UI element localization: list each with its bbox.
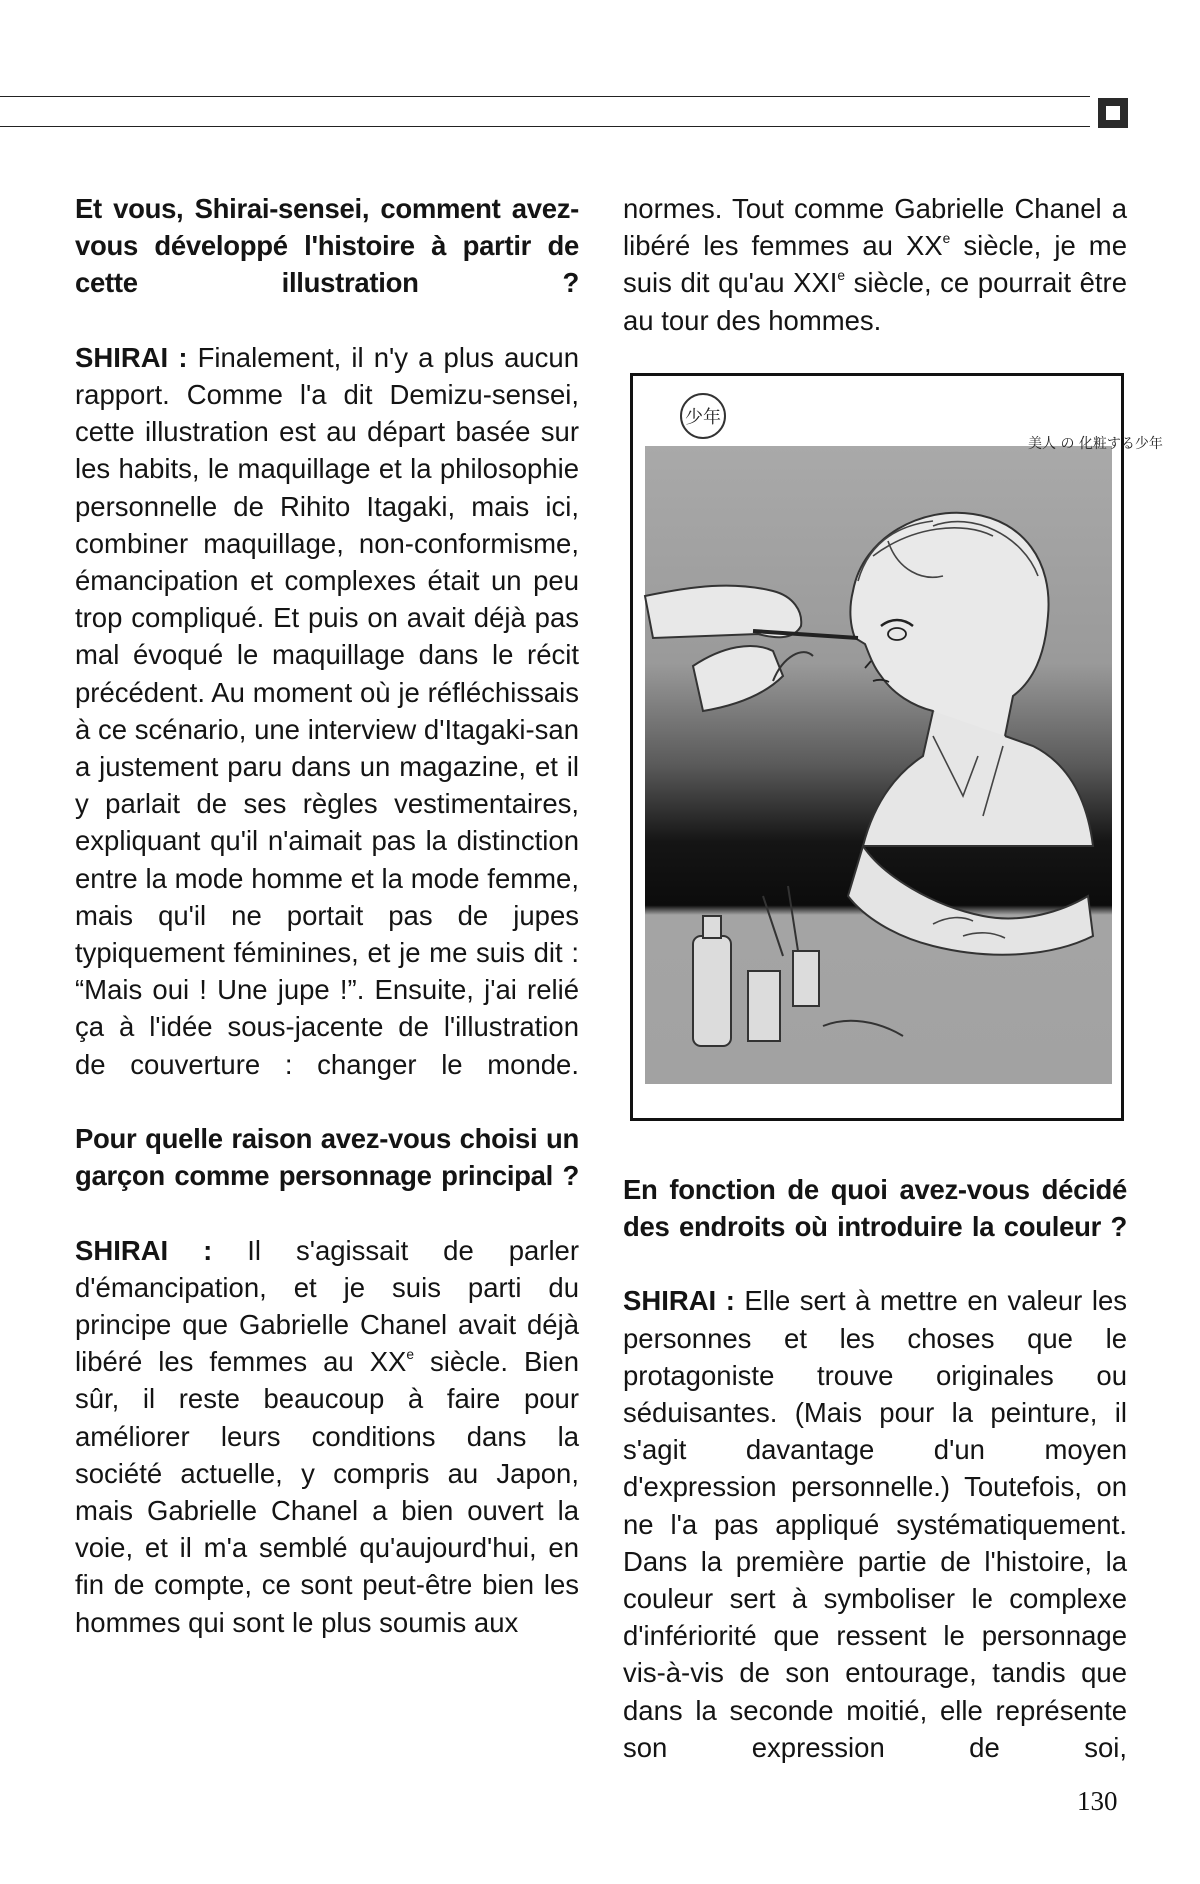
left-column: [75, 190, 579, 1678]
answer-2-continuation: [623, 190, 1127, 339]
question-2: Pour quelle raison avez-vous choisi un garçon comme personnage principal ?: [75, 1123, 579, 1192]
label-corner-text: 美人 の 化粧する少年: [1028, 435, 1163, 452]
right-column: [623, 190, 1163, 1803]
question-3: En fonction de quoi avez-vous décidé des endroits où introduire la couleur ?: [623, 1173, 1127, 1243]
question-1: Et vous, Shirai-sensei, comment avez-vous développé l'histoire à partir de cette illustration ?: [75, 193, 579, 299]
speaker-label: SHIRAI :: [75, 1234, 213, 1266]
continuation-text-b: siècle, je me suis dit qu'au XXI: [623, 230, 1127, 299]
header-rule-top: [0, 96, 1090, 97]
continuation-text-a: normes. Tout comme Gabrielle Chanel a libéré les femmes au XX: [623, 193, 1127, 262]
section-marker-square: [1098, 98, 1128, 128]
page-number: 130: [1077, 1786, 1118, 1816]
answer-3: [623, 1282, 1127, 1766]
superscript: e: [837, 268, 846, 284]
answer-1-text: Finalement, il n'y a plus aucun rapport. Comme l'a dit Demizu-sensei, cette illustration est au départ basée sur les habits, le maquillage et la philosophie personnelle de Rihito Itagaki, mais ici, combiner maquillage, non-conformisme, émancipation et complexes était un peu trop compliqué. Et puis on avait déjà pas mal évoqué le maquillage dans le récit précédent. Au moment où je réfléchissais à ce scénario, une interview d'Itagaki-san a justement paru dans un magazine, et il y parlait de ses règles vestimentaires, expliquant qu'il n'aimait pas la distinction entre la mode homme et la mode femme, mais qu'il ne portait pas de jupes typiquement féminines, et je me suis dit : “Mais oui ! Une jupe !”. Ensuite, j'ai relié ça à l'idée sous-jacente de l'illustration de couverture : changer le monde.: [75, 341, 580, 1080]
sketch-illustration: [630, 373, 1163, 1121]
answer-1: [75, 339, 579, 1083]
continuation-text-c: siècle, ce pourrait être au tour des hommes.: [623, 267, 1127, 336]
superscript: e: [942, 231, 951, 247]
answer-2-text-b: siècle. Bien sûr, il reste beaucoup à faire pour améliorer leurs conditions dans la société actuelle, y compris au Japon, mais Gabrielle Chanel a bien ouvert la voie, et il m'a semblé qu'aujourd'hui, en fin de compte, ce sont peut-être bien les hommes qui sont le plus soumis aux: [75, 1346, 579, 1638]
label-circle-text: 少年: [685, 406, 721, 428]
speaker-label: SHIRAI :: [623, 1285, 735, 1317]
header-rule-bottom: [0, 126, 1090, 127]
answer-2: [75, 1232, 579, 1641]
sketch-drawing: [633, 376, 1163, 1118]
speaker-label: SHIRAI :: [75, 341, 188, 373]
superscript: e: [406, 1347, 415, 1363]
answer-2-text-a: Il s'agissait de parler d'émancipation, et je suis parti du principe que Gabrielle Chanel avait déjà libéré les femmes au XX: [75, 1234, 580, 1378]
answer-3-text: Elle sert à mettre en valeur les personnes et les choses que le protagoniste trouve originales ou séduisantes. (Mais pour la peinture, il s'agit davantage d'un moyen d'expression personnelle.) Toutefois, on ne l'a pas appliqué systématiquement. Dans la première partie de l'histoire, la couleur sert à symboliser le complexe d'infériorité que ressent le personnage vis-à-vis de son entourage, tandis que dans la seconde moitié, elle représente son expression de soi,: [623, 1285, 1128, 1763]
